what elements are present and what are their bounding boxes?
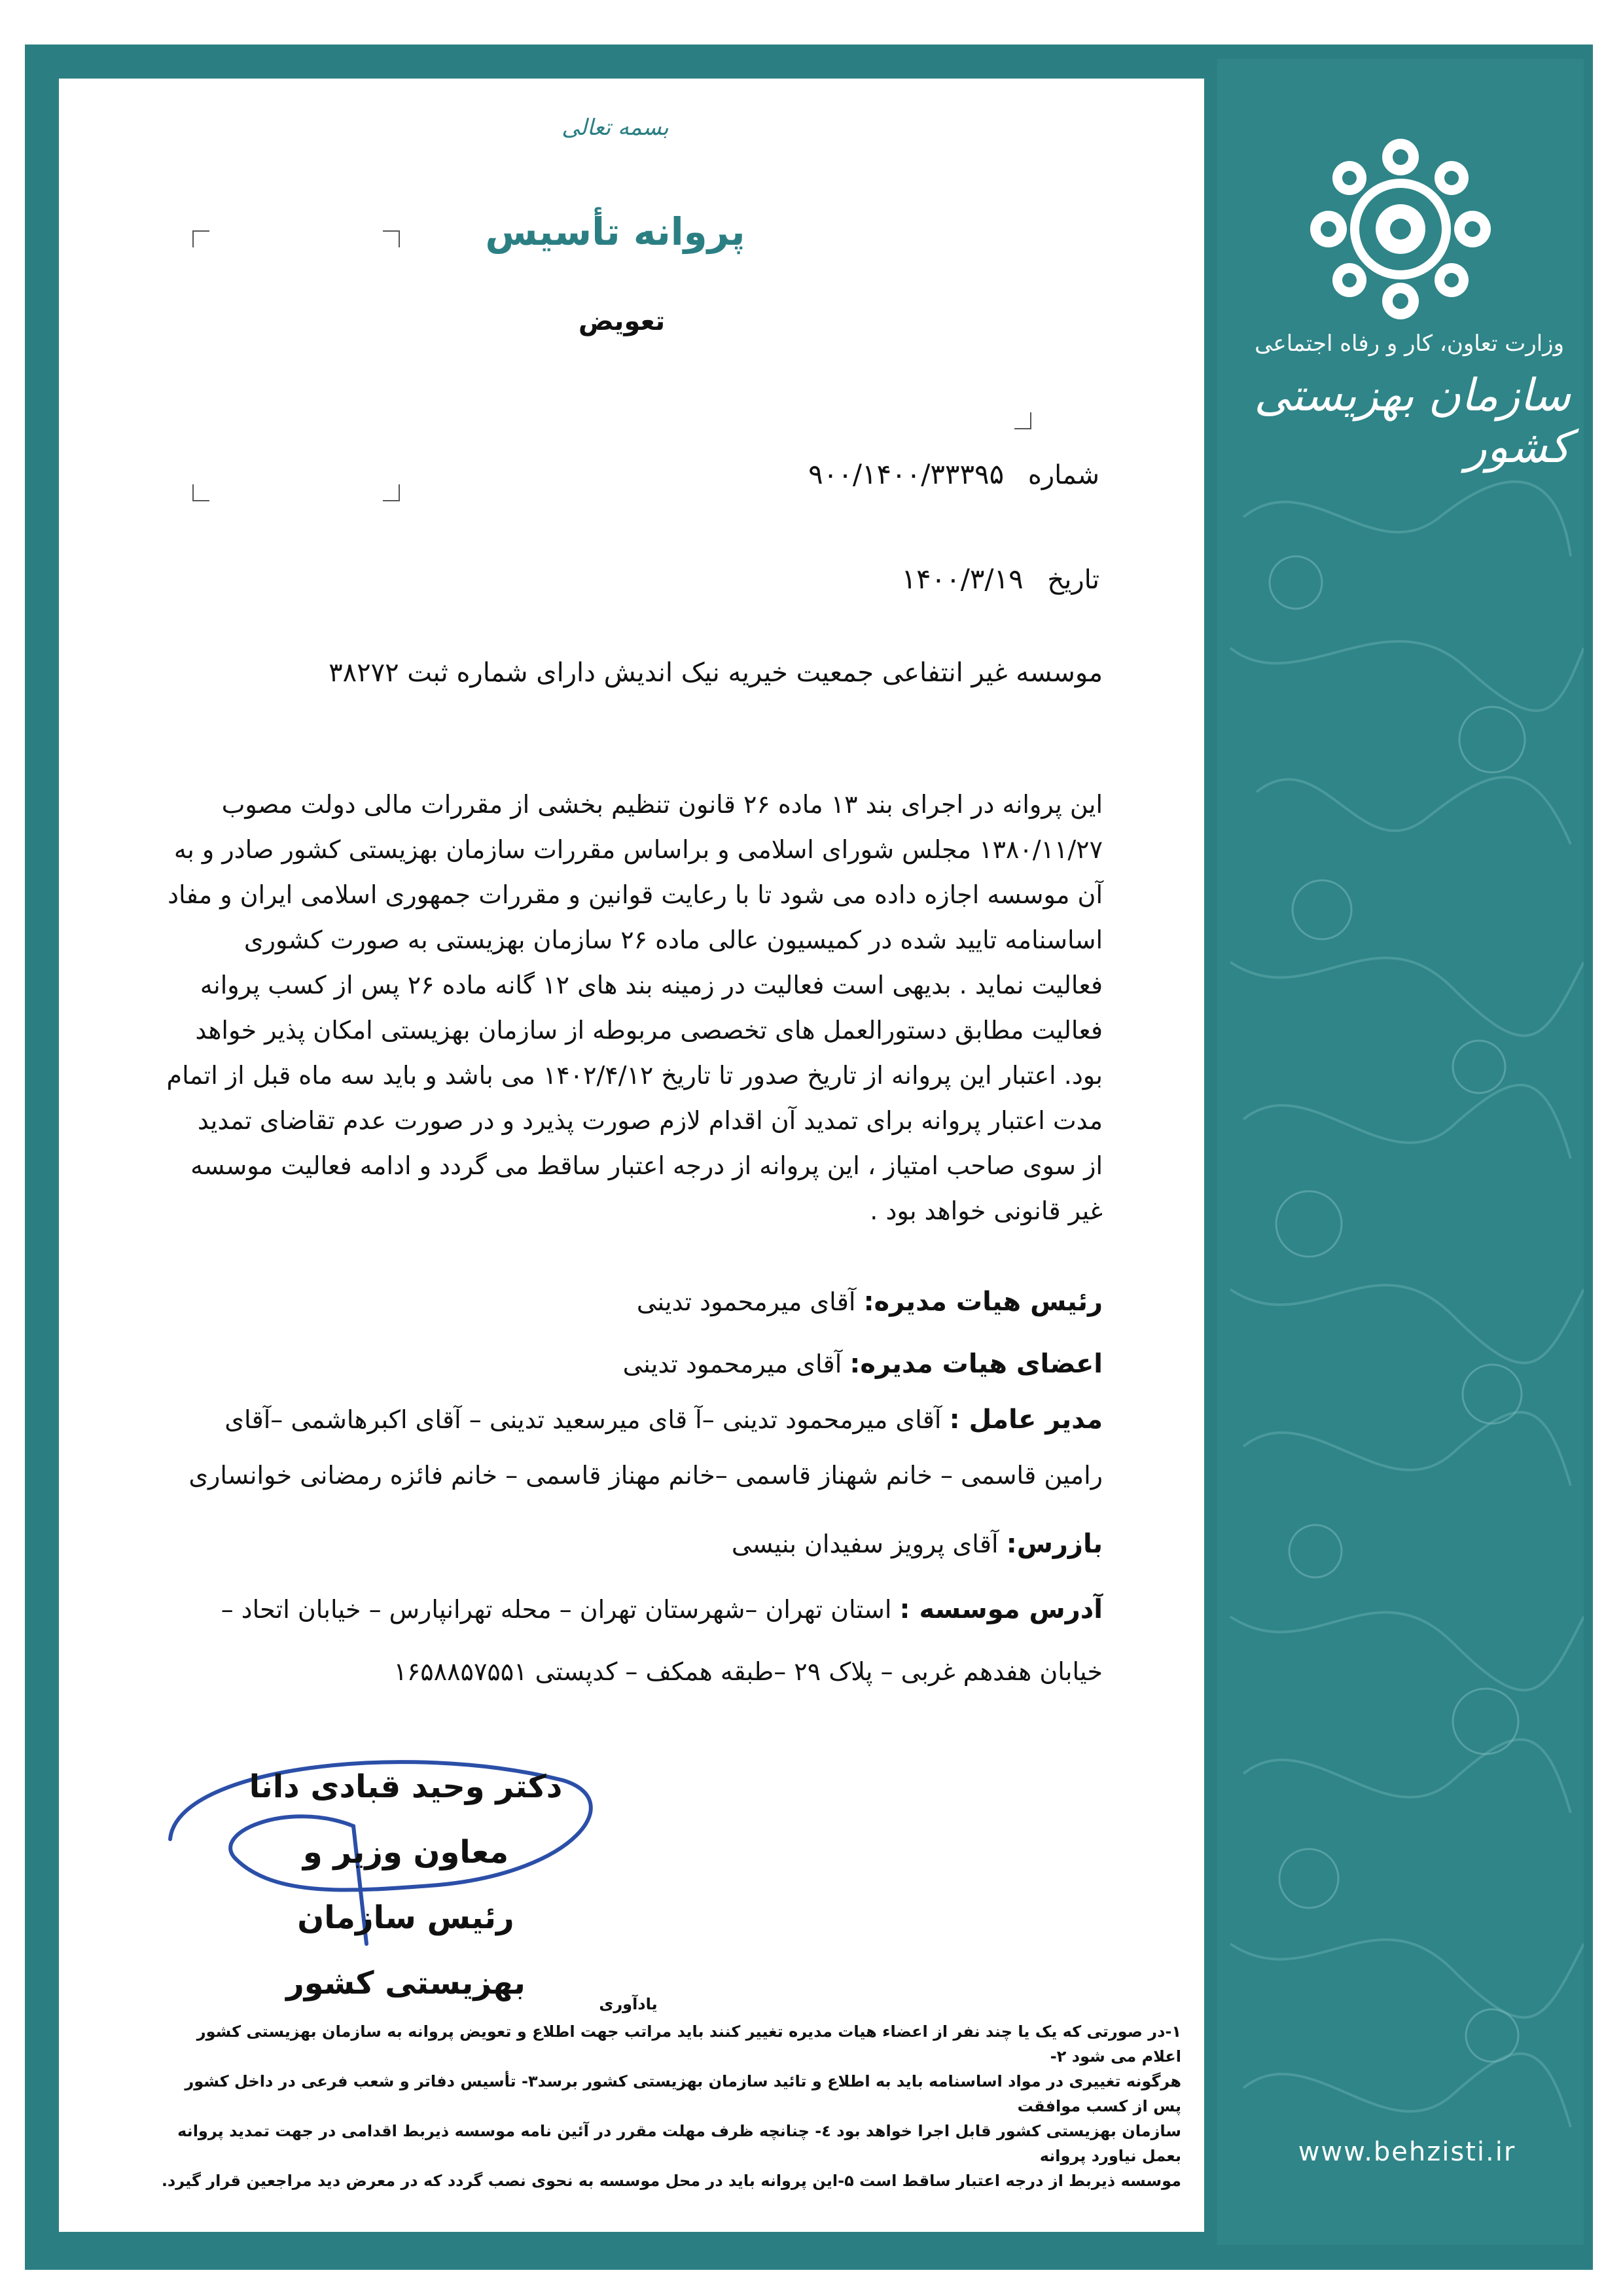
notes	[160, 2019, 1181, 2193]
date-label: تاریخ	[1047, 565, 1099, 595]
license-body	[160, 782, 1103, 1234]
inspector	[160, 1525, 1103, 1563]
managing-director	[160, 1401, 1103, 1439]
license-number	[808, 458, 1099, 490]
board-chair	[160, 1283, 1103, 1321]
body-line: اساسنامه تایید شده در کمیسیون عالی ماده ۲۶ سازمان بهزیستی به صورت کشوری	[243, 925, 1103, 954]
address-label: آدرس موسسه :	[899, 1594, 1103, 1624]
page-title: پروانه تأسیس	[485, 209, 745, 254]
body-line: ۱۳۸۰/۱۱/۲۷ مجلس شورای اسلامی و براساس مقررات سازمان بهزیستی کشور صادر و به	[173, 835, 1103, 864]
body-line: این پروانه در اجرای بند ۱۳ ماده ۲۶ قانون تنظیم بخشی از مقررات مالی دولت مصوب	[221, 790, 1103, 819]
license-date	[901, 563, 1099, 595]
photo-frame-corner	[192, 230, 209, 247]
board-chair-value: آقای میرمحمود تدینی	[636, 1287, 856, 1316]
inspector-value: آقای پرویز سفیدان بنیسی	[731, 1530, 999, 1558]
stamp-frame-corner	[1014, 412, 1031, 429]
address-line1: استان تهران –شهرستان تهران – محله تهرانپارس – خیابان اتحاد –	[221, 1595, 892, 1624]
address-line2: خیابان هفدهم غربی – پلاک ۲۹ –طبقه همکف – کدپستی ۱۶۵۸۸۵۷۵۵۱	[393, 1657, 1103, 1686]
ministry-name: وزارت تعاون، کار و رفاه اجتماعی	[1255, 331, 1564, 357]
address-continued	[160, 1653, 1103, 1691]
body-line: از سوی صاحب امتیاز ، این پروانه از درجه اعتبار ساقط می گردد و ادامه فعالیت موسسه	[190, 1151, 1103, 1180]
page-subtitle: تعویض	[578, 306, 666, 336]
body-line: آن موسسه اجازه داده می شود تا با رعایت قوانین و مقررات جمهوری اسلامی ایران و مفاد	[168, 880, 1103, 909]
website-link[interactable]: www.behzisti.ir	[1298, 2137, 1516, 2167]
board-members-value: آقای میرمحمود تدینی	[622, 1350, 842, 1378]
managing-director-continued	[160, 1456, 1103, 1494]
body-line: غیر قانونی خواهد بود .	[870, 1196, 1103, 1225]
managing-director-line2: رامین قاسمی – خانم شهناز قاسمی –خانم مهناز قاسمی – خانم فائزه رمضانی خوانساری	[188, 1461, 1103, 1490]
signatory-name: دکتر وحید قبادی دانا	[249, 1768, 563, 1805]
body-line: فعالیت نماید . بدیهی است فعالیت در زمینه بند های ۱۲ گانه ماده ۲۶ پس از کسب پروانه	[200, 971, 1103, 999]
photo-frame-corner	[192, 484, 209, 501]
note-line: سازمان بهزیستی کشور قابل اجرا خواهد بود ٤- چنانچه ظرف مهلت مقرر در آئین نامه موسسه ذیربط اقدامی در جهت تمدید پروانه بعمل نیاورد پروانه	[177, 2122, 1181, 2165]
board-members-label: اعضای هیات مدیره:	[849, 1349, 1103, 1379]
body-line: بود. اعتبار این پروانه از تاریخ صدور تا تاریخ ۱۴۰۲/۴/۱۲ می باشد و باید سه ماه قبل از اتمام	[166, 1061, 1103, 1090]
institution-line: موسسه غیر انتفاعی جمعیت خیریه نیک اندیش دارای شماره ثبت ۳۸۲۷۲	[329, 658, 1103, 688]
photo-frame-corner	[383, 230, 400, 247]
signatory-role: معاون وزیر و	[302, 1834, 509, 1871]
body-line: مدت اعتبار پروانه برای تمدید آن اقدام لازم صورت پذیرد و در صورت عدم تقاضای تمدید	[197, 1106, 1103, 1135]
notes-title: یادآوری	[599, 1995, 658, 2013]
address	[160, 1590, 1103, 1628]
photo-frame-corner	[383, 484, 400, 501]
inspector-label: بازرس:	[1006, 1529, 1103, 1559]
bismillah: بسمه تعالی	[562, 115, 669, 141]
note-line: هرگونه تغییری در مواد اساسنامه باید به اطلاع و تائید سازمان بهزیستی کشور برسد۳- تأسیس دفاتر و شعب فرعی در داخل کشور پس از کسب موافقت	[185, 2072, 1181, 2115]
board-members	[160, 1345, 1103, 1383]
number-label: شماره	[1027, 460, 1099, 490]
signatory-organization: رئیس سازمان بهزیستی کشور	[286, 1899, 526, 2001]
managing-director-line1: آقای میرمحمود تدینی –آ قای میرسعید تدینی – آقای اکبرهاشمی –آقای	[224, 1405, 942, 1434]
note-line: موسسه ذیربط از درجه اعتبار ساقط است ۵-این پروانه باید در محل موسسه به نحوی نصب گردد که در معرض دید مراجعین قرار گیرد.	[161, 2172, 1181, 2190]
board-chair-label: رئیس هیات مدیره:	[863, 1287, 1103, 1317]
organization-name: سازمان بهزیستی کشور	[1254, 370, 1571, 473]
date-value: ۱۴۰۰/۳/۱۹	[901, 563, 1024, 595]
number-value: ۹۰۰/۱۴۰۰/۳۳۳۹۵	[808, 458, 1005, 490]
signature-block	[223, 1754, 589, 2016]
managing-director-label: مدیر عامل :	[949, 1405, 1103, 1435]
note-line: ۱-در صورتی که یک یا چند نفر از اعضاء هیات مدیره تغییر کنند باید مراتب جهت اطلاع و تعویض پروانه به سازمان بهزیستی کشور اعلام می شود ۲-	[196, 2022, 1181, 2066]
body-line: فعالیت مطابق دستورالعمل های تخصصی مربوطه از سازمان بهزیستی امکان پذیر خواهد	[195, 1016, 1103, 1045]
behzisti-logo-icon	[1302, 131, 1499, 327]
